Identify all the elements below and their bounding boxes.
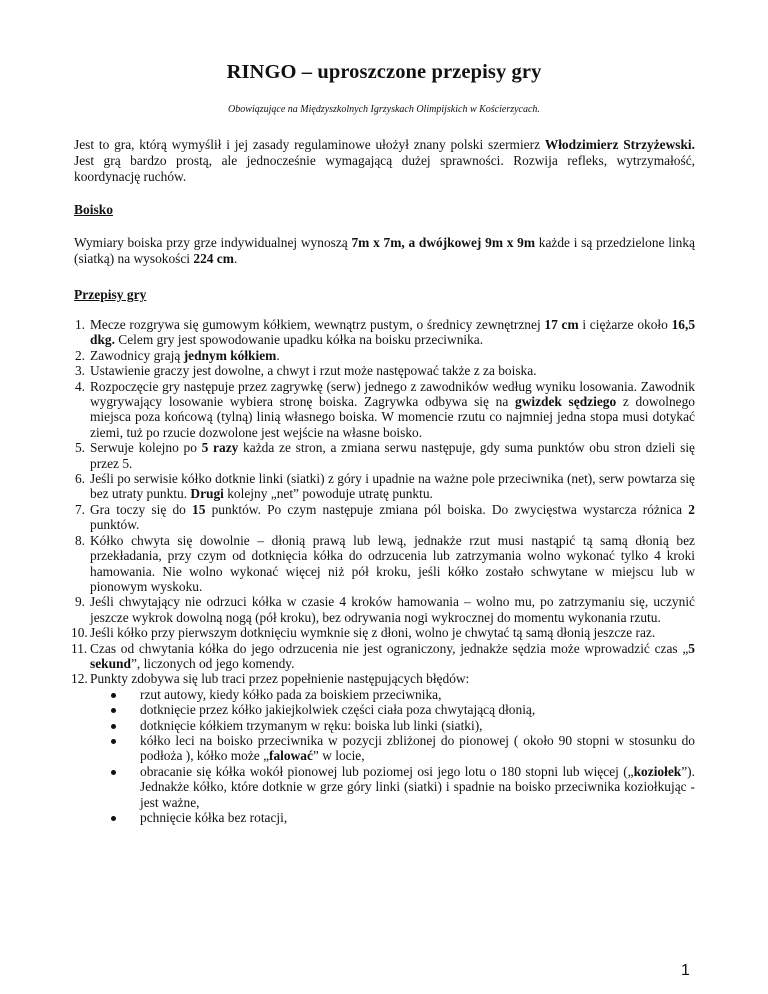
bold-text-run: 2 — [688, 501, 695, 517]
text-run: Gra toczy się do — [90, 501, 193, 517]
rule-number: 7. — [74, 501, 85, 517]
rule-number: 2. — [74, 347, 85, 363]
rule-item — [74, 317, 695, 348]
text-run: Wymiary boiska przy grze indywidualnej wynoszą — [74, 235, 352, 250]
text-run: Jest grą bardzo prostą, ale jednocześnie wymagającą dużej sprawności. Rozwija refleks, wytrzymałość, koordynację ruchów. — [74, 153, 695, 184]
rules-list — [71, 317, 696, 825]
rule-number: 10. — [71, 625, 88, 641]
bold-text-run: 15 — [192, 501, 206, 517]
text-run: Jeśli kółko przy pierwszym dotknięciu wymknie się z dłoni, wolno je chwytać tą samą dłonią jeszcze raz. — [90, 625, 656, 641]
rule-number: 1. — [74, 317, 85, 332]
text-run: pchnięcie kółka bez rotacji, — [140, 810, 288, 825]
document-title: RINGO – uproszczone przepisy gry — [226, 61, 542, 83]
bold-text-run: falować — [269, 748, 313, 764]
text-run: . — [233, 251, 238, 266]
rule-item — [74, 379, 695, 441]
fault-item — [90, 702, 695, 717]
rule-number: 11. — [71, 640, 88, 656]
text-run: kolejny „net” powoduje utratę punktu. — [223, 486, 433, 502]
rule-number: 4. — [74, 378, 85, 394]
faults-list — [90, 687, 695, 826]
text-run: kółko leci na boisko przeciwnika w pozycji zbliżonej do pionowej ( około 90 stopni w stosunku do podłoża ), kółko może „ — [140, 732, 695, 764]
text-run: rzut autowy, kiedy kółko pada za boiskiem przeciwnika, — [140, 686, 442, 702]
rule-item — [74, 594, 695, 625]
boisko-paragraph — [74, 235, 695, 267]
text-run: Jest to gra, którą wymyślił i jej zasady regulaminowe ułożył znany polski szermierz — [74, 137, 545, 152]
text-run: każde i są przedzielone linką (siatką) na wysokości — [74, 235, 695, 266]
fault-item — [90, 718, 695, 733]
bold-text-run: 17 cm — [544, 317, 579, 332]
page-number: 1 — [681, 962, 690, 979]
rule-item — [74, 348, 695, 363]
rule-item — [74, 533, 695, 595]
text-run: z dowolnego miejsca poza końcową (tylną) linią własnego boiska. W momencie rzutu co najmniej jedna stopa musi dotykać ziemi, tuż po rzucie dozwolone jest wejście na własne boisko. — [90, 394, 696, 440]
fault-item — [90, 764, 695, 810]
bold-text-run: Włodzimierz Strzyżewski. — [544, 137, 695, 152]
intro-paragraph — [74, 137, 695, 185]
bold-text-run: jednym kółkiem — [183, 347, 277, 363]
rule-item — [74, 502, 695, 533]
rule-number: 8. — [74, 532, 85, 548]
text-run: obracanie się kółka wokół pionowej lub poziomej osi jego lotu o 180 stopni lub więcej („ — [140, 763, 634, 779]
text-run: Ustawienie graczy jest dowolne, a chwyt i rzut może następować także z za boiska. — [90, 363, 537, 379]
text-run: Kółko chwyta się dowolnie – dłonią prawą lub lewą, jednakże rzut musi nastąpić tą samą dłonią bez przekładania, przy czym od dotknięcia kółka do odrzucenia lub zatrzymania wolno wykonać tylko 4 kroki hamowania. Nie wolno wykonać więcej niż pół kroku, jeśli kółko zostało schwytane w miejscu lub w pionowym wyskoku. — [90, 532, 695, 594]
text-run: Serwuje kolejno po — [90, 440, 202, 456]
document-subtitle: Obowiązujące na Międzyszkolnych Igrzyskach Olimpijskich w Kościerzycach. — [228, 104, 540, 115]
bullet-icon — [111, 739, 116, 744]
text-run: ”). Jednakże kółko, które dotknie w grze góry linki (siatki) i spadnie na boisko przeciwnika koziołkując - jest ważne, — [140, 763, 695, 810]
bold-text-run: gwizdek sędziego — [515, 394, 617, 410]
rule-number: 6. — [74, 471, 85, 487]
bullet-icon — [111, 693, 116, 698]
rule-item — [74, 471, 695, 502]
bullet-icon — [111, 708, 116, 713]
bullet-icon — [111, 770, 116, 775]
rule-number: 12. — [71, 671, 88, 687]
fault-item — [90, 733, 695, 764]
rule-item — [71, 625, 695, 641]
text-run: Jeśli chwytający nie odrzuci kółka w czasie 4 kroków hamowania – wolno mu, po zatrzymaniu się, uczynić jeszcze wykrok dowolną nogą (pół kroku), bez odrywania nogi wykrocznej do momentu wykonania rzutu. — [90, 594, 695, 625]
text-run: Czas od chwytania kółka do jego odrzucenia nie jest ograniczony, jednakże sędzia może wprowadzić czas „ — [90, 640, 689, 656]
bold-text-run: 16,5 dkg. — [90, 317, 696, 348]
bold-text-run: 224 cm — [193, 251, 234, 266]
text-run: Punkty zdobywa się lub traci przez popełnienie następujących błędów: — [90, 671, 470, 687]
fault-item — [90, 687, 695, 702]
rule-item — [71, 640, 695, 672]
text-run: każda ze stron, a zmiana serwu następuje, gdy suma punktów obu stron dzieli się przez 5. — [90, 440, 695, 471]
text-run: i ciężarze około — [578, 317, 672, 332]
text-run: ”, liczonych od jego komendy. — [130, 655, 295, 671]
text-run: Celem gry jest spowodowanie upadku kółka na boisku przeciwnika. — [114, 332, 484, 348]
text-run: dotknięcie kółkiem trzymanym w ręku: boiska lub linki (siatki), — [140, 717, 483, 733]
text-run: Jeśli po serwisie kółko dotknie linki (siatki) z góry i upadnie na ważne pole przeciwnika (net), serw powtarza się bez utraty punktu. — [90, 471, 695, 502]
bold-text-run: 7m x 7m, a dwójkowej 9m x 9m — [351, 235, 536, 250]
text-run: Zawodnicy grają — [90, 347, 184, 363]
rule-number: 3. — [74, 363, 85, 379]
rule-item — [71, 671, 695, 825]
text-run: Mecze rozgrywa się gumowym kółkiem, wewnątrz pustym, o średnicy zewnętrznej — [90, 317, 545, 332]
bold-text-run: 5 sekund — [90, 640, 695, 671]
text-run: Rozpoczęcie gry następuje przez zagrywkę (serw) jednego z zawodników według wyniku losowania. Zawodnik wygrywający losowanie wybiera stronę boiska. Zagrywka odbywa się na — [90, 378, 695, 410]
bullet-icon — [111, 724, 116, 729]
section-heading-boisko: Boisko — [74, 202, 114, 217]
text-run: ” w locie, — [312, 748, 365, 764]
section-heading-przepisy: Przepisy gry — [74, 287, 147, 302]
bullet-icon — [111, 816, 116, 821]
text-run: dotknięcie przez kółko jakiejkolwiek części ciała poza chwytającą dłonią, — [140, 702, 536, 718]
rule-item — [74, 440, 695, 471]
rule-number: 9. — [74, 594, 85, 610]
text-run: . — [276, 347, 280, 363]
rule-number: 5. — [74, 440, 85, 456]
text-run: punktów. — [90, 517, 140, 533]
text-run: punktów. Po czym następuje zmiana pól boiska. Do zwycięstwa wystarcza różnica — [205, 501, 689, 517]
bold-text-run: koziołek — [633, 763, 682, 779]
bold-text-run: Drugi — [190, 486, 224, 502]
rule-item — [74, 363, 695, 378]
bold-text-run: 5 razy — [201, 440, 239, 456]
fault-item — [90, 810, 695, 825]
